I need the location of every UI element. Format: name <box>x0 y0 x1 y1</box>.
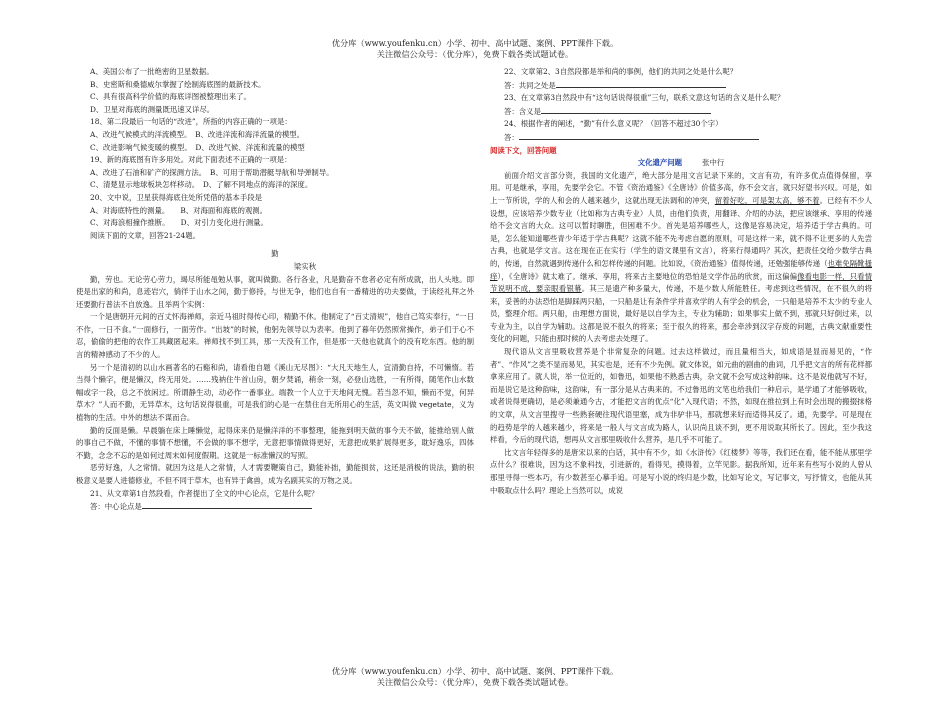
underlined-phrase-3: 像看电影一样，只看情节说明不成，要亲眼看银幕 <box>490 271 872 294</box>
q20-options-cd: C、对海浪相撞作推断。 D、对引力变化进行测量。 <box>90 218 268 228</box>
page-header <box>0 38 950 60</box>
q23-answer-blank[interactable] <box>541 105 711 114</box>
q21-answer-prefix: 答：中心论点是 <box>90 502 142 512</box>
article-paragraph: 恶劳好逸，人之常情。就因为这是人之常情，人才需要鞭策自己，勤能补拙，勤能损贫，这还是消极的说法，勤的积极意义是要人进德修业，不但不同于草木，也有异于禽兽，成为名副其实的万物之灵。 <box>76 463 474 485</box>
q17-option-a: A、美国公布了一批绝密的卫星数据。 <box>90 67 214 76</box>
q17-option-c: C、具有很高科学价值的海底详图被整理出来了。 <box>90 92 251 102</box>
q19-options-cd: C、清楚显示地球板块怎样移动。 D、了解不同地点的海洋的深度。 <box>90 180 313 190</box>
article-paragraph <box>490 170 872 346</box>
q18-options-ab: A、改进气候模式的洋流模型。 B、改进洋流和海洋流量的模型。 <box>90 129 305 139</box>
reading-label-red: 阅读下文，回答问题 <box>490 145 557 155</box>
q20-options-ab: A、对海底特性的测量。 B、对海面和海底的观测。 <box>90 205 268 215</box>
q19-stem: 19、新的海底图有许多用处。对此下面表述不正确的一项是： <box>90 155 292 165</box>
article-paragraph: 比文言年轻得多的是唐宋以来的白话，其中有不少，如《水浒传》《红楼梦》等等，我们还在看，能不能从那里学点什么？很难说，因为这不象科技，引进新的，看得见，摸得着，立竿见影。据我所知，近年来有些写小说的人曾从那里寻得一些本巧，有少数甚至心摹手追。可是写小说的终归是少数，比如写论文，写记事文，写抒情文，也能从其中吸取点什么吗？理论上当然可以，成说 <box>490 447 872 495</box>
text-run: 前面介绍文言部分资，我国的文化遗产，绝大部分是用文言记录下来的，文言有功，有许多优点值得保留，享用。可是继承，享用，先要学会它。不管《资治通鉴》《全唐诗》价值多高，你不会文言，就只好望书兴叹。可是，如上一节所说，学的人和会的人越来越少，这就出现无法调和的冲突， <box>490 170 872 205</box>
article-heading <box>490 157 872 170</box>
q17-option-b: B、史密斯和桑德威尔掌握了绘制海底图的最新技术。 <box>90 79 266 89</box>
article-author-zhang: 张中行 <box>702 158 725 168</box>
left-column <box>76 66 474 656</box>
q24-answer-blank[interactable] <box>519 131 759 140</box>
article-paragraph: 一个是唐朝开元间的百丈怀海禅师，亲近马祖时得传心印，精勤不休。他制定了“百丈清规”，他自己笃实奉行，“一日不作，一日不食。”一面修行，一面劳作。“出坡”的时候，他躬先领导以为表率。他到了暮年仍然照常操作，弟子们于心不忍，偷偷的把他的农作工具藏匿起来。禅师找不到工具，那一天没有工作，但是那一天他也就真个的没有吃东西。他的制言的精神感动了不少的人。 <box>76 312 474 360</box>
article-paragraph: 勤的反面是懒。早晨躺在床上睡懒觉，起得床来仍是懒洋洋的不事整理，能拖到明天做的事今天不做，能推给别人做的事自己不做，不懂的事情不想懂，不会做的事不想学，无意把事情做得更好，无意把成果扩展得更多，耽好逸乐，四体不勤，念念不忘的是如何过周末如何度假期。这就是一标准懒汉的写照。 <box>76 425 474 460</box>
article-paragraph: 另一个是清初的以山水画著名的石谿和尚，请看他自题《溪山无尽图》：“大凡天地生人，宜清勤自持，不可懒惰。若当得个懒字，便是懒汉，终无用处。……残衲住牛首山房，朝夕焚诵，稍余一刻，必登山选胜，一有所得，随笔作山水数幅或字一段，总之不放闲过。所谓静生动，动必作一番事业。端教一个人立于天地间无愧。若当忽不知，懒而不觉，何异草木？”人而不勤，无异草木，这句话说得很重，可是我们的心是一在禁住自无所用心的生活，英文叫做 vegetate，义为植物的生活。中外的想法不谋而合。 <box>76 362 474 423</box>
q23-answer-line <box>490 105 872 119</box>
q22-stem: 22、文章第2、3自然段都是举和尚的事例，他们的共同之处是什么呢？ <box>504 67 738 76</box>
underlined-phrase-2: 也难免隔靴搔痒 <box>490 258 872 281</box>
q24-stem: 24、根据作者的阐述，“勤”有什么意义呢？（回答不超过30个字） <box>504 119 723 129</box>
q17-option-d: D、卫星对海底的测量既迅速又详尽。 <box>90 104 215 114</box>
text-run: 。已经有不少人设想，应该培养少数专业（比如称为古典专业）人员，由他们负责，用翻译、介绍的办法，把应该继承、享用的传递给不会文言的大众。这可以暂时聊胜，但困难不少。首先是培养哪些人，这像是容易决定，培养适于学古典的。可是，怎么能知道哪些青少年适于学古典呢？这就不能不先考虑自愿的原则，可是这样一来，就不得不让更多的人先尝古典，也就是学文言。这在现在正在实行（学生的语文课里有文言），将来行得通吗？其次，把责任交给少数学古典的，传递，自然就遇到传递什么和怎样传递的问题。比如说，《资治通鉴》值得传递，还勉强能够传递（ <box>490 195 872 268</box>
q24-answer-prefix: 答： <box>504 132 519 142</box>
header-line-2: 关注微信公众号：（优分库），免费下载各类试题试卷。 <box>376 49 574 59</box>
article-title-heritage: 文化遗产问题 <box>637 158 683 168</box>
footer-line-1: 优分库（www.youfenku.cn）小学、初中、高中试题、案例、PPT课件下载。 <box>331 666 619 676</box>
q21-answer-blank[interactable] <box>142 500 312 509</box>
text-run: 。其三是遗产种多量大，传递，不是少数人所能胜任。考虑到这些情况，在不很久的将来，妥善的办法恐怕是脚踩两只船，一只船是让有条件学并喜欢学的人有学会的机会，一只船是培养不太少的专业人员，整理介绍。两只船，由理想方面说，最好是以自学为主，专业为辅助；如果事实上做不到，那就只好倒过来，以专业为主，以自学为辅助。这都是说不很久的将来；至于很久的将来，那会牵涉到汉字存废的问题，古典文献重要性变化的问题，只能由那时候的人去考虑去处理了。 <box>490 284 872 344</box>
q23-stem: 23、在文章第3自然段中有“这句话说得很重”三句，联系文意这句话的含义是什么呢？ <box>504 93 785 103</box>
right-column <box>490 66 872 656</box>
q20-stem: 20、文中说，卫星获得海底住处所凭借的基本手段是 <box>90 192 263 202</box>
q24-answer-line <box>490 131 872 145</box>
q19-options-ab: A、改进了石油和矿产的探测方法。 B、可用于帮助潜艇导航和导弹制导。 <box>90 167 334 177</box>
q23-answer-prefix: 答：含义是 <box>504 106 541 116</box>
article-paragraph: 勤，劳也。无论劳心劳力，竭尽所能黾勉从事，就叫做勤。各行各业，凡是勤奋不怠者必定有所成就，出人头地。即使是出家的和尚，息迹岩穴，徜徉于山水之间，勤于修持，与世无争，他们也自有一番精进的功夫要做，于读经礼拜之外还要勤行普法不自放逸。且举两个实例： <box>76 274 474 309</box>
page-footer <box>0 666 950 688</box>
article-paragraph: 现代语从文言里吸收营养是个非常复杂的问题。过去这样做过，而且量相当大，如成语是显而易见的，“作者”、“作风”之类不显而易见，其实也是，还有不少先例。就文体说，如元曲的剧曲的曲词，几乎把文言的所有花样都拿来应用了。就人说，举一位近的，如鲁迅，如果他不熟悉古典，杂文就不会写成这种韵味。这不是说他就写不好，而是说它是这种韵味，这韵味，有一部分是从古典来的。不过鲁迅的文笔也给我们一种启示，是学通了才能够吸收，或者说得更确切，是必须兼通今古，才能把文言的优点“化”入现代语；不然，如现在推拉到上有时会出现的搬掇抹格的文章，从文言里搜寻一些熟套硬往现代语里塞，成为非驴非马，那就想来好而适得其反了。通，先要学。可是现在的趋势是学的人越来越少，将来是一般人与文言成为路人，认识尚且谈不到，更不用说取其所长了。因此，至少我这样看，今后的现代语，想再从文言那里吸收什么营养，是几乎不可能了。 <box>490 347 872 445</box>
q22-answer-blank[interactable] <box>556 79 726 88</box>
underlined-phrase-1: 留着好吃，可是架太高，够不着 <box>714 195 820 205</box>
article-author-liang: 梁实秋 <box>293 261 317 271</box>
q21-answer-line <box>76 500 474 514</box>
article-title-qin: 勤 <box>271 249 279 259</box>
q18-stem: 18、第二段最后一句话的“改进”，所指的内容正确的一项是： <box>90 117 292 127</box>
q22-answer-line <box>490 79 872 93</box>
q21-stem: 21、从文章第1自然段看，作者提出了全文的中心论点，它是什么呢？ <box>90 488 319 498</box>
reading-instruction: 阅读下面的文章，回答21-24题。 <box>90 230 200 240</box>
header-line-1: 优分库（www.youfenku.cn）小学、初中、高中试题、案例、PPT课件下载。 <box>331 38 619 48</box>
footer-line-2: 关注微信公众号：（优分库），免费下载各类试题试卷。 <box>376 677 574 687</box>
text-run: ），《全唐诗》就太难了。继承、享用，将来古主要地位的恐怕是文学作品的欣赏，而这偏偏 <box>497 271 798 281</box>
q18-options-cd: C、改进影响气候变暖的模型。 D、改进气候、洋流和流量的模型 <box>90 142 305 152</box>
q22-answer-prefix: 答：共同之处是 <box>504 80 556 90</box>
